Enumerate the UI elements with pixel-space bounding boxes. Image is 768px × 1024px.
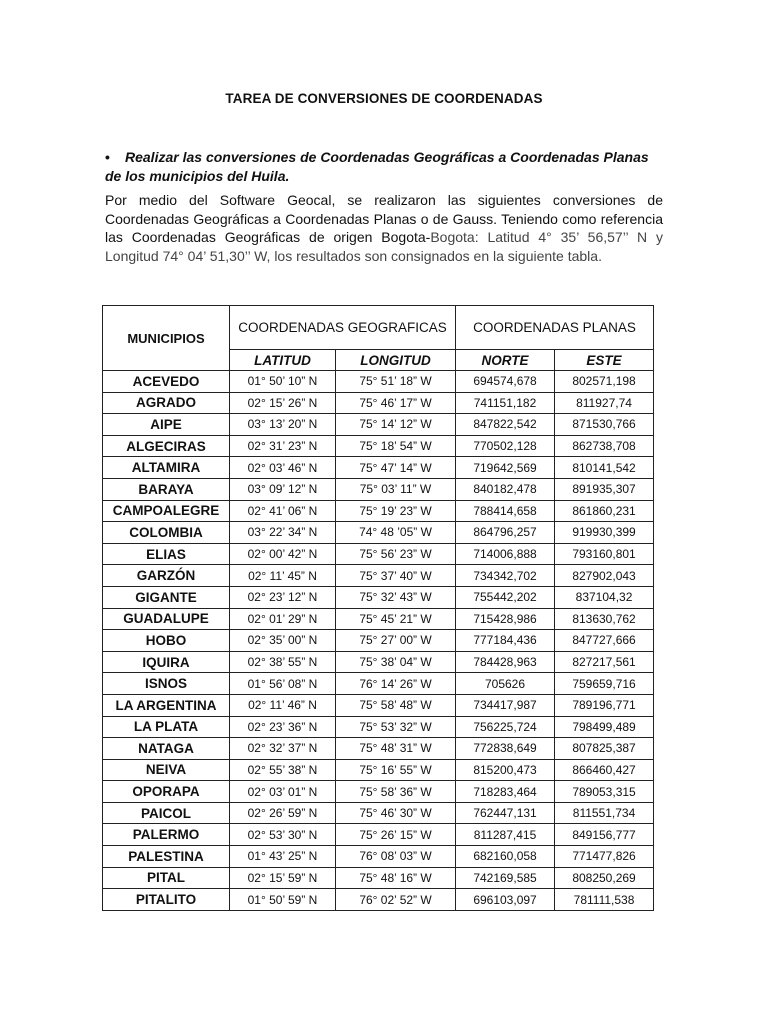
cell-latitud: 03° 13’ 20” N (230, 414, 336, 436)
table-row (103, 630, 654, 652)
cell-este: 810141,542 (555, 457, 654, 479)
cell-este: 808250,269 (555, 867, 654, 889)
cell-latitud: 02° 41’ 06” N (230, 500, 336, 522)
cell-latitud: 03° 22’ 34” N (230, 522, 336, 544)
cell-este: 781111,538 (555, 889, 654, 911)
cell-longitud: 75° 51’ 18” W (336, 371, 456, 393)
cell-norte: 840182,478 (456, 478, 555, 500)
cell-municipio: ISNOS (103, 673, 230, 695)
cell-norte: 718283,464 (456, 781, 555, 803)
table-row (103, 608, 654, 630)
cell-este: 813630,762 (555, 608, 654, 630)
intro-text-part2: Bogota: Latitud 4° 35’ 56,57’’ N y Longitud 74° 04’ 51,30’’ W, los resultados son consignados en la siguiente tabla. (105, 229, 663, 264)
cell-latitud: 03° 09’ 12” N (230, 478, 336, 500)
table-body (103, 371, 654, 911)
table-row (103, 738, 654, 760)
cell-latitud: 01° 50’ 59” N (230, 889, 336, 911)
cell-municipio: PITAL (103, 867, 230, 889)
header-latitud: LATITUD (230, 350, 336, 371)
bullet-item (105, 148, 665, 186)
cell-longitud: 75° 03’ 11” W (336, 478, 456, 500)
table-row (103, 371, 654, 393)
table-row (103, 522, 654, 544)
header-coordenadas-planas: COORDENADAS PLANAS (456, 306, 654, 350)
cell-longitud: 75° 46’ 17” W (336, 392, 456, 414)
cell-este: 827902,043 (555, 565, 654, 587)
cell-este: 871530,766 (555, 414, 654, 436)
table-row (103, 781, 654, 803)
cell-municipio: LA ARGENTINA (103, 694, 230, 716)
cell-este: 811927,74 (555, 392, 654, 414)
cell-norte: 811287,415 (456, 824, 555, 846)
cell-municipio: ALTAMIRA (103, 457, 230, 479)
cell-norte: 741151,182 (456, 392, 555, 414)
cell-norte: 705626 (456, 673, 555, 695)
table-row (103, 478, 654, 500)
cell-este: 798499,489 (555, 716, 654, 738)
cell-latitud: 02° 55’ 38” N (230, 759, 336, 781)
table-row (103, 802, 654, 824)
cell-municipio: PALERMO (103, 824, 230, 846)
table-row (103, 867, 654, 889)
coordinates-table (102, 305, 654, 911)
cell-latitud: 02° 01’ 29” N (230, 608, 336, 630)
cell-longitud: 75° 48’ 31” W (336, 738, 456, 760)
cell-norte: 696103,097 (456, 889, 555, 911)
cell-norte: 756225,724 (456, 716, 555, 738)
cell-latitud: 01° 56’ 08” N (230, 673, 336, 695)
cell-este: 849156,777 (555, 824, 654, 846)
cell-longitud: 75° 56’ 23” W (336, 543, 456, 565)
cell-longitud: 75° 58’ 36” W (336, 781, 456, 803)
cell-norte: 777184,436 (456, 630, 555, 652)
cell-latitud: 02° 11’ 46” N (230, 694, 336, 716)
cell-norte: 682160,058 (456, 846, 555, 868)
cell-latitud: 02° 23’ 12” N (230, 586, 336, 608)
cell-este: 891935,307 (555, 478, 654, 500)
table-row (103, 889, 654, 911)
cell-municipio: COLOMBIA (103, 522, 230, 544)
cell-este: 807825,387 (555, 738, 654, 760)
cell-latitud: 02° 00’ 42” N (230, 543, 336, 565)
cell-norte: 742169,585 (456, 867, 555, 889)
intro-text-part1: Por medio del Software Geocal, se realizaron las siguientes conversiones de Coordenadas Geográficas a Coordenadas Planas o de Gauss. Teniendo como referencia las Coordenadas Geográficas de origen Bogota- (105, 192, 663, 245)
cell-longitud: 75° 32’ 43” W (336, 586, 456, 608)
cell-este: 811551,734 (555, 802, 654, 824)
cell-municipio: GIGANTE (103, 586, 230, 608)
table-row (103, 759, 654, 781)
table-row (103, 651, 654, 673)
table-row (103, 500, 654, 522)
cell-municipio: OPORAPA (103, 781, 230, 803)
cell-municipio: BARAYA (103, 478, 230, 500)
cell-longitud: 75° 38’ 04” W (336, 651, 456, 673)
cell-municipio: LA PLATA (103, 716, 230, 738)
header-longitud: LONGITUD (336, 350, 456, 371)
cell-norte: 734417,987 (456, 694, 555, 716)
cell-municipio: ACEVEDO (103, 371, 230, 393)
cell-este: 837104,32 (555, 586, 654, 608)
table-row (103, 543, 654, 565)
header-norte: NORTE (456, 350, 555, 371)
cell-este: 759659,716 (555, 673, 654, 695)
cell-longitud: 75° 16’ 55” W (336, 759, 456, 781)
cell-latitud: 01° 50’ 10” N (230, 371, 336, 393)
cell-longitud: 75° 18’ 54” W (336, 435, 456, 457)
bullet-icon: • (105, 149, 110, 165)
cell-este: 827217,561 (555, 651, 654, 673)
cell-longitud: 74° 48 ’05” W (336, 522, 456, 544)
cell-este: 771477,826 (555, 846, 654, 868)
cell-longitud: 75° 46’ 30” W (336, 802, 456, 824)
cell-norte: 755442,202 (456, 586, 555, 608)
cell-municipio: ALGECIRAS (103, 435, 230, 457)
table-row (103, 846, 654, 868)
cell-este: 793160,801 (555, 543, 654, 565)
cell-norte: 847822,542 (456, 414, 555, 436)
cell-longitud: 75° 26’ 15” W (336, 824, 456, 846)
cell-latitud: 02° 38’ 55” N (230, 651, 336, 673)
table-row (103, 586, 654, 608)
cell-municipio: AGRADO (103, 392, 230, 414)
cell-latitud: 02° 31’ 23” N (230, 435, 336, 457)
cell-municipio: NATAGA (103, 738, 230, 760)
table-row (103, 824, 654, 846)
cell-norte: 762447,131 (456, 802, 555, 824)
cell-municipio: GARZÓN (103, 565, 230, 587)
cell-longitud: 75° 19’ 23” W (336, 500, 456, 522)
cell-latitud: 02° 11’ 45” N (230, 565, 336, 587)
cell-latitud: 02° 15’ 59” N (230, 867, 336, 889)
cell-longitud: 75° 47’ 14” W (336, 457, 456, 479)
bullet-text: Realizar las conversiones de Coordenadas Geográficas a Coordenadas Planas de los municipios del Huila. (105, 149, 649, 184)
cell-este: 847727,666 (555, 630, 654, 652)
cell-latitud: 02° 35’ 00” N (230, 630, 336, 652)
table-row (103, 457, 654, 479)
cell-latitud: 02° 32’ 37” N (230, 738, 336, 760)
cell-latitud: 02° 53’ 30” N (230, 824, 336, 846)
cell-norte: 815200,473 (456, 759, 555, 781)
cell-latitud: 02° 03’ 01” N (230, 781, 336, 803)
header-coordenadas-geograficas: COORDENADAS GEOGRAFICAS (230, 306, 456, 350)
table-row (103, 414, 654, 436)
cell-este: 861860,231 (555, 500, 654, 522)
cell-municipio: NEIVA (103, 759, 230, 781)
cell-longitud: 75° 37’ 40” W (336, 565, 456, 587)
cell-este: 866460,427 (555, 759, 654, 781)
cell-norte: 772838,649 (456, 738, 555, 760)
cell-latitud: 02° 26’ 59” N (230, 802, 336, 824)
cell-longitud: 75° 48’ 16” W (336, 867, 456, 889)
cell-latitud: 02° 15’ 26” N (230, 392, 336, 414)
table-row (103, 392, 654, 414)
header-municipios: MUNICIPIOS (103, 306, 230, 371)
table-row (103, 435, 654, 457)
cell-longitud: 75° 58’ 48” W (336, 694, 456, 716)
table-row (103, 694, 654, 716)
cell-este: 862738,708 (555, 435, 654, 457)
cell-municipio: CAMPOALEGRE (103, 500, 230, 522)
cell-longitud: 75° 27’ 00” W (336, 630, 456, 652)
cell-este: 802571,198 (555, 371, 654, 393)
cell-municipio: HOBO (103, 630, 230, 652)
cell-norte: 694574,678 (456, 371, 555, 393)
cell-norte: 788414,658 (456, 500, 555, 522)
cell-norte: 770502,128 (456, 435, 555, 457)
table-row (103, 716, 654, 738)
cell-municipio: PITALITO (103, 889, 230, 911)
cell-norte: 864796,257 (456, 522, 555, 544)
cell-este: 789196,771 (555, 694, 654, 716)
table-row (103, 565, 654, 587)
cell-norte: 715428,986 (456, 608, 555, 630)
cell-norte: 719642,569 (456, 457, 555, 479)
cell-longitud: 75° 45’ 21” W (336, 608, 456, 630)
cell-longitud: 75° 14’ 12” W (336, 414, 456, 436)
header-este: ESTE (555, 350, 654, 371)
cell-este: 789053,315 (555, 781, 654, 803)
cell-longitud: 76° 08’ 03” W (336, 846, 456, 868)
cell-latitud: 02° 03’ 46” N (230, 457, 336, 479)
cell-municipio: IQUIRA (103, 651, 230, 673)
cell-municipio: ELIAS (103, 543, 230, 565)
cell-latitud: 02° 23’ 36” N (230, 716, 336, 738)
table-row (103, 673, 654, 695)
cell-latitud: 01° 43’ 25” N (230, 846, 336, 868)
cell-longitud: 76° 14’ 26” W (336, 673, 456, 695)
cell-norte: 734342,702 (456, 565, 555, 587)
cell-norte: 784428,963 (456, 651, 555, 673)
intro-paragraph (105, 191, 663, 265)
cell-municipio: PALESTINA (103, 846, 230, 868)
cell-este: 919930,399 (555, 522, 654, 544)
cell-municipio: AIPE (103, 414, 230, 436)
cell-longitud: 76° 02’ 52” W (336, 889, 456, 911)
document-title: TAREA DE CONVERSIONES DE COORDENADAS (225, 91, 543, 106)
cell-norte: 714006,888 (456, 543, 555, 565)
cell-municipio: GUADALUPE (103, 608, 230, 630)
cell-longitud: 75° 53’ 32” W (336, 716, 456, 738)
cell-municipio: PAICOL (103, 802, 230, 824)
